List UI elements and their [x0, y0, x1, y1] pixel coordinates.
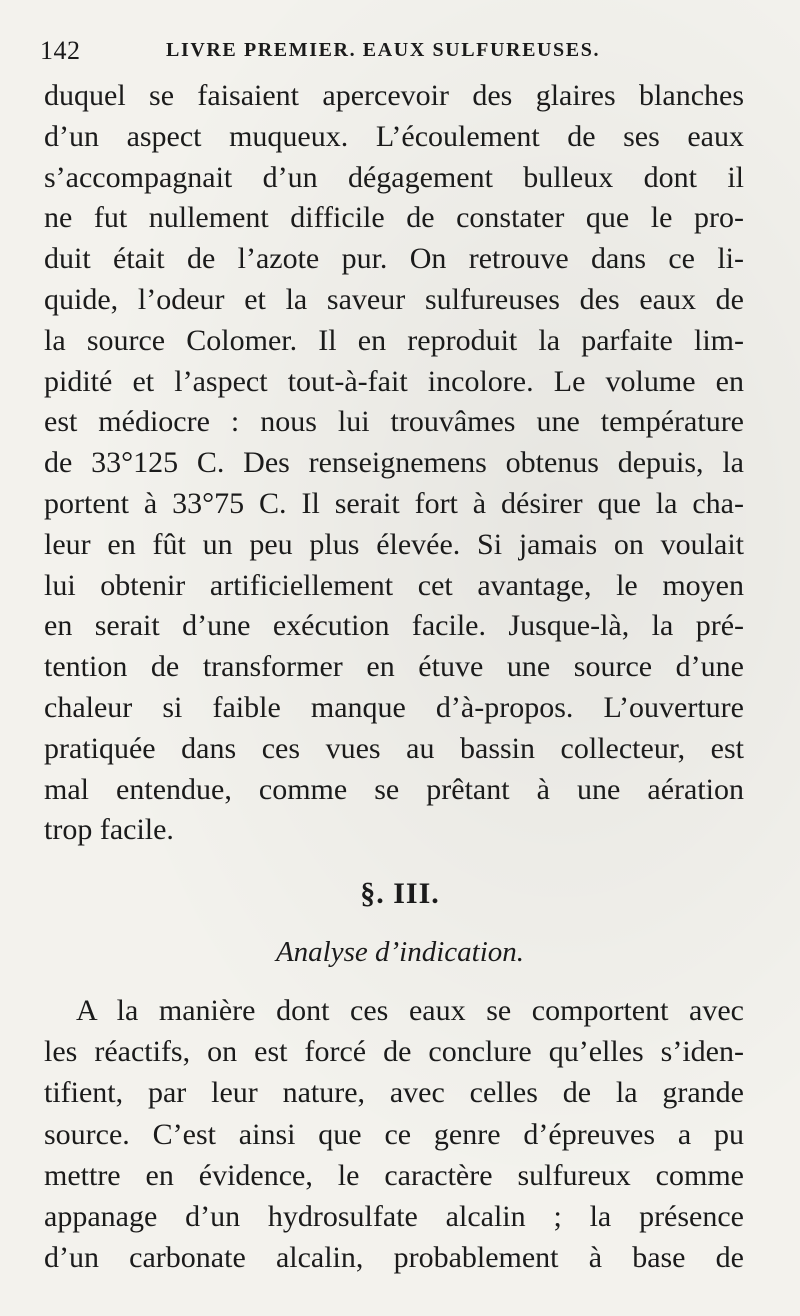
text-line: chaleur si faible manque d’à-propos. L’ouverture [44, 690, 744, 724]
section-subtitle: Analyse d’indication. [275, 936, 525, 968]
text-line: duit était de l’azote pur. On retrouve dans ce li- [44, 242, 744, 276]
text-line: appanage d’un hydrosulfate alcalin ; la présence [44, 1199, 744, 1233]
text-line: duquel se faisaient apercevoir des glaires blanches [44, 79, 744, 112]
text-line: d’un carbonate alcalin, probablement à base de [44, 1241, 744, 1275]
text-line: portent à 33°75 C. Il serait fort à désirer que la cha- [44, 486, 744, 520]
text-line: tifient, par leur nature, avec celles de la grande [44, 1076, 744, 1110]
text-line: A la manière dont ces eaux se comportent avec [76, 994, 744, 1027]
text-line: de 33°125 C. Des renseignemens obtenus depuis, la [44, 446, 744, 480]
text-line: la source Colomer. Il en reproduit la parfaite lim- [44, 323, 744, 357]
text-line: mal entendue, comme se prêtant à une aération [44, 772, 744, 806]
text-line: lui obtenir artificiellement cet avantage, le moyen [44, 568, 744, 602]
text-line: mettre en évidence, le caractère sulfureux comme [44, 1158, 744, 1192]
text-line: source. C’est ainsi que ce genre d’épreuves a pu [44, 1117, 744, 1151]
section-heading: §. III. [360, 877, 440, 910]
page-number: 142 [40, 36, 81, 65]
text-line: pidité et l’aspect tout-à-fait incolore. Le volume en [44, 364, 744, 398]
text-line: d’un aspect muqueux. L’écoulement de ses eaux [44, 119, 744, 153]
text-line: est médiocre : nous lui trouvâmes une température [44, 405, 744, 439]
text-line: pratiquée dans ces vues au bassin collecteur, est [44, 731, 744, 765]
text-line: ne fut nullement difficile de constater que le pro- [44, 201, 744, 235]
text-line: quide, l’odeur et la saveur sulfureuses des eaux de [44, 282, 744, 316]
text-line: les réactifs, on est forcé de conclure qu’elles s’iden- [44, 1035, 744, 1069]
paragraph-body [44, 76, 744, 851]
running-head: LIVRE PREMIER. EAUX SULFUREUSES. [166, 39, 601, 61]
text-line: trop facile. [44, 813, 174, 847]
text-line: tention de transformer en étuve une source d’une [44, 650, 744, 684]
text-line: en serait d’une exécution facile. Jusque-là, la pré- [44, 609, 744, 643]
text-line: leur en fût un peu plus élevée. Si jamais on voulait [44, 527, 744, 561]
paragraph-body-2 [44, 990, 744, 1278]
page-header [40, 36, 760, 66]
text-line: s’accompagnait d’un dégagement bulleux dont il [44, 160, 744, 194]
